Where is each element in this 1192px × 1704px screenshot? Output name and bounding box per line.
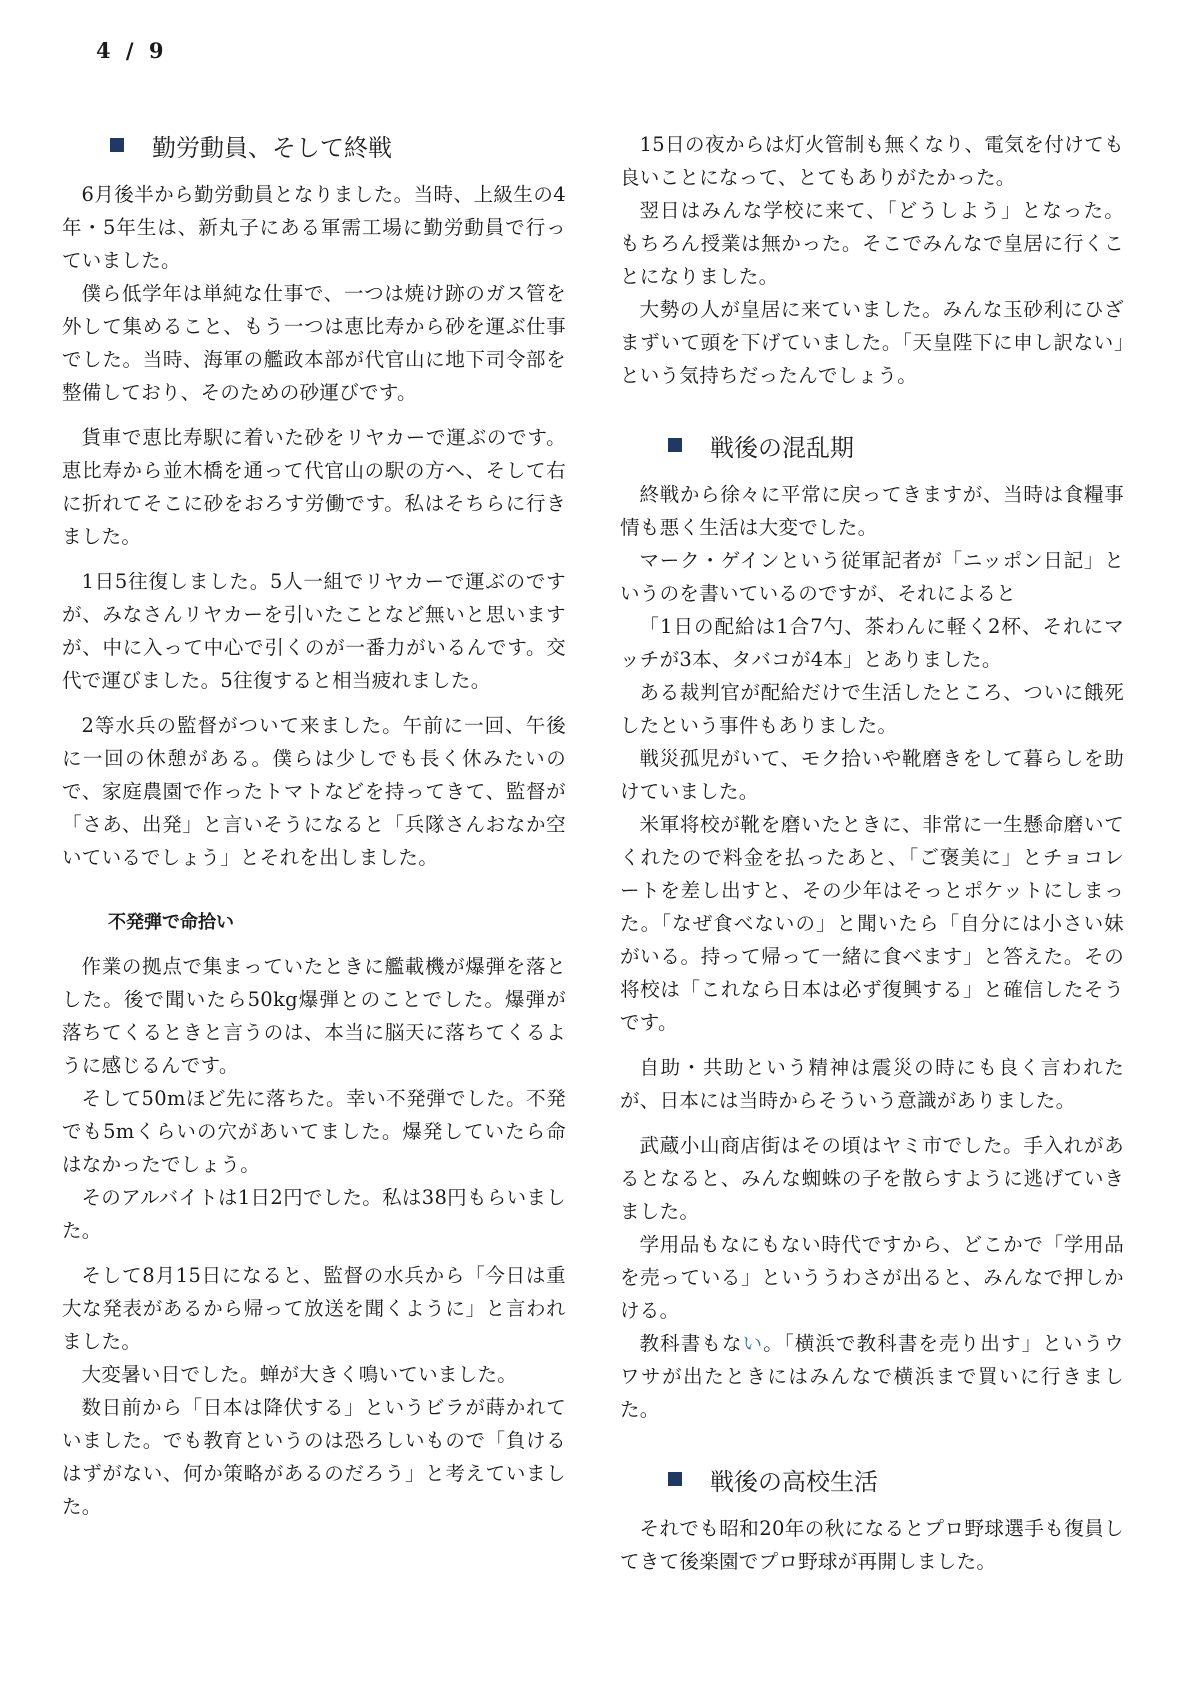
paragraph: 2等水兵の監督がついて来ました。午前に一回、午後に一回の休憩がある。僕らは少しでも長く休みたいので、家庭農園で作ったトマトなどを持ってきて、監督が「さあ、出発」と言いそうになると「兵隊さんおなか空いているでしょう」とそれを出しました。 bbox=[62, 714, 566, 869]
section-title: 戦後の混乱期 bbox=[710, 433, 854, 462]
section-heading-postwar-chaos bbox=[620, 428, 1124, 462]
paragraph: 翌日はみんな学校に来て、「どうしよう」となった。もちろん授業は無かった。そこでみんなで皇居に行くことになりました。 bbox=[620, 199, 1124, 288]
paragraph: 数日前から「日本は降伏する」というビラが蒔かれていました。でも教育というのは恐ろしいもので「負けるはずがない、何か策略があるのだろう」と考えていました。 bbox=[62, 1396, 566, 1518]
highlighted-character: い bbox=[742, 1332, 764, 1355]
subsection-title: 不発弾で命拾い bbox=[108, 912, 234, 933]
text-segment: 。「横浜で教科書を売り出す」というウワサが出たときにはみんなで横浜まで買いに行きました。 bbox=[620, 1332, 1124, 1421]
paragraph: ある裁判官が配給だけで生活したところ、ついに餓死したという事件もありました。 bbox=[620, 681, 1124, 737]
paragraph: 僕ら低学年は単純な仕事で、一つは焼け跡のガス管を外して集めること、もう一つは恵比寿から砂を運ぶ仕事でした。当時、海軍の艦政本部が代官山に地下司令部を整備しており、そのための砂運びです。 bbox=[62, 282, 566, 404]
paragraph: 15日の夜からは灯火管制も無くなり、電気を付けても良いことになって、とてもありがたかった。 bbox=[620, 133, 1124, 189]
paragraph: そのアルバイトは1日2円でした。私は38円もらいました。 bbox=[62, 1186, 566, 1242]
text-segment: 教科書もな bbox=[639, 1332, 743, 1355]
paragraph: マーク・ゲインという従軍記者が「ニッポン日記」というのを書いているのですが、それによると bbox=[620, 549, 1124, 605]
paragraph: 「1日の配給は1合7勺、茶わんに軽く2杯、それにマッチが3本、タバコが4本」とありました。 bbox=[620, 615, 1124, 671]
section-heading-labor-mobilization bbox=[62, 128, 566, 162]
page-number: 4 / 9 bbox=[96, 38, 168, 63]
section-title: 勤労動員、そして終戦 bbox=[152, 133, 392, 162]
paragraph: 貨車で恵比寿駅に着いた砂をリヤカーで運ぶのです。恵比寿から並木橋を通って代官山の駅の方へ、そして右に折れてそこに砂をおろす労働です。私はそちらに行きました。 bbox=[62, 426, 566, 548]
paragraph-textbook bbox=[620, 1327, 1124, 1426]
paragraph: 終戦から徐々に平常に戻ってきますが、当時は食糧事情も悪く生活は大変でした。 bbox=[620, 483, 1124, 539]
paragraph: そして50mほど先に落ちた。幸い不発弾でした。不発でも5mくらいの穴があいてました。爆発していたら命はなかったでしょう。 bbox=[62, 1087, 566, 1176]
paragraph: 1日5往復しました。5人一組でリヤカーで運ぶのですが、みなさんリヤカーを引いたことなど無いと思いますが、中に入って中心で引くのが一番力がいるんです。交代で運びました。5往復すると相当疲れました。 bbox=[62, 570, 566, 692]
paragraph: 学用品もなにもない時代ですから、どこかで「学用品を売っている」といううわさが出ると、みんなで押しかける。 bbox=[620, 1233, 1124, 1322]
square-bullet-icon bbox=[668, 1472, 682, 1486]
right-column bbox=[620, 128, 1124, 1578]
paragraph: それでも昭和20年の秋になるとプロ野球選手も復員してきて後楽園でプロ野球が再開しました。 bbox=[620, 1517, 1124, 1573]
section-title: 戦後の高校生活 bbox=[710, 1467, 878, 1496]
paragraph: そして8月15日になると、監督の水兵から「今日は重大な発表があるから帰って放送を聞くように」と言われました。 bbox=[62, 1264, 566, 1353]
paragraph: 米軍将校が靴を磨いたときに、非常に一生懸命磨いてくれたので料金を払ったあと、「ご褒美に」とチョコレートを差し出すと、その少年はそっとポケットにしまった。「なぜ食べないの」と聞いたら「自分には小さい妹がいる。持って帰って一緒に食べます」と答えた。その将校は「これなら日本は必ず復興する」と確信したそうです。 bbox=[620, 813, 1124, 1034]
left-column bbox=[62, 128, 566, 1523]
paragraph: 戦災孤児がいて、モク拾いや靴磨きをして暮らしを助けていました。 bbox=[620, 747, 1124, 803]
paragraph: 武蔵小山商店街はその頃はヤミ市でした。手入れがあるとなると、みんな蜘蛛の子を散らすように逃げていきました。 bbox=[620, 1134, 1124, 1223]
paragraph: 自助・共助という精神は震災の時にも良く言われたが、日本には当時からそういう意識がありました。 bbox=[620, 1056, 1124, 1112]
paragraph: 作業の拠点で集まっていたときに艦載機が爆弾を落とした。後で聞いたら50kg爆弾とのことでした。爆弾が落ちてくるときと言うのは、本当に脳天に落ちてくるように感じるんです。 bbox=[62, 955, 566, 1077]
square-bullet-icon bbox=[668, 438, 682, 452]
square-bullet-icon bbox=[110, 138, 124, 152]
section-heading-postwar-high-school bbox=[620, 1462, 1124, 1496]
paragraph: 大変暑い日でした。蝉が大きく鳴いていました。 bbox=[81, 1363, 518, 1386]
paragraph: 大勢の人が皇居に来ていました。みんな玉砂利にひざまずいて頭を下げていました。「天皇陛下に申し訳ない」という気持ちだったんでしょう。 bbox=[620, 298, 1124, 387]
paragraph: 6月後半から勤労動員となりました。当時、上級生の4年・5年生は、新丸子にある軍需工場に勤労動員で行っていました。 bbox=[62, 183, 566, 272]
